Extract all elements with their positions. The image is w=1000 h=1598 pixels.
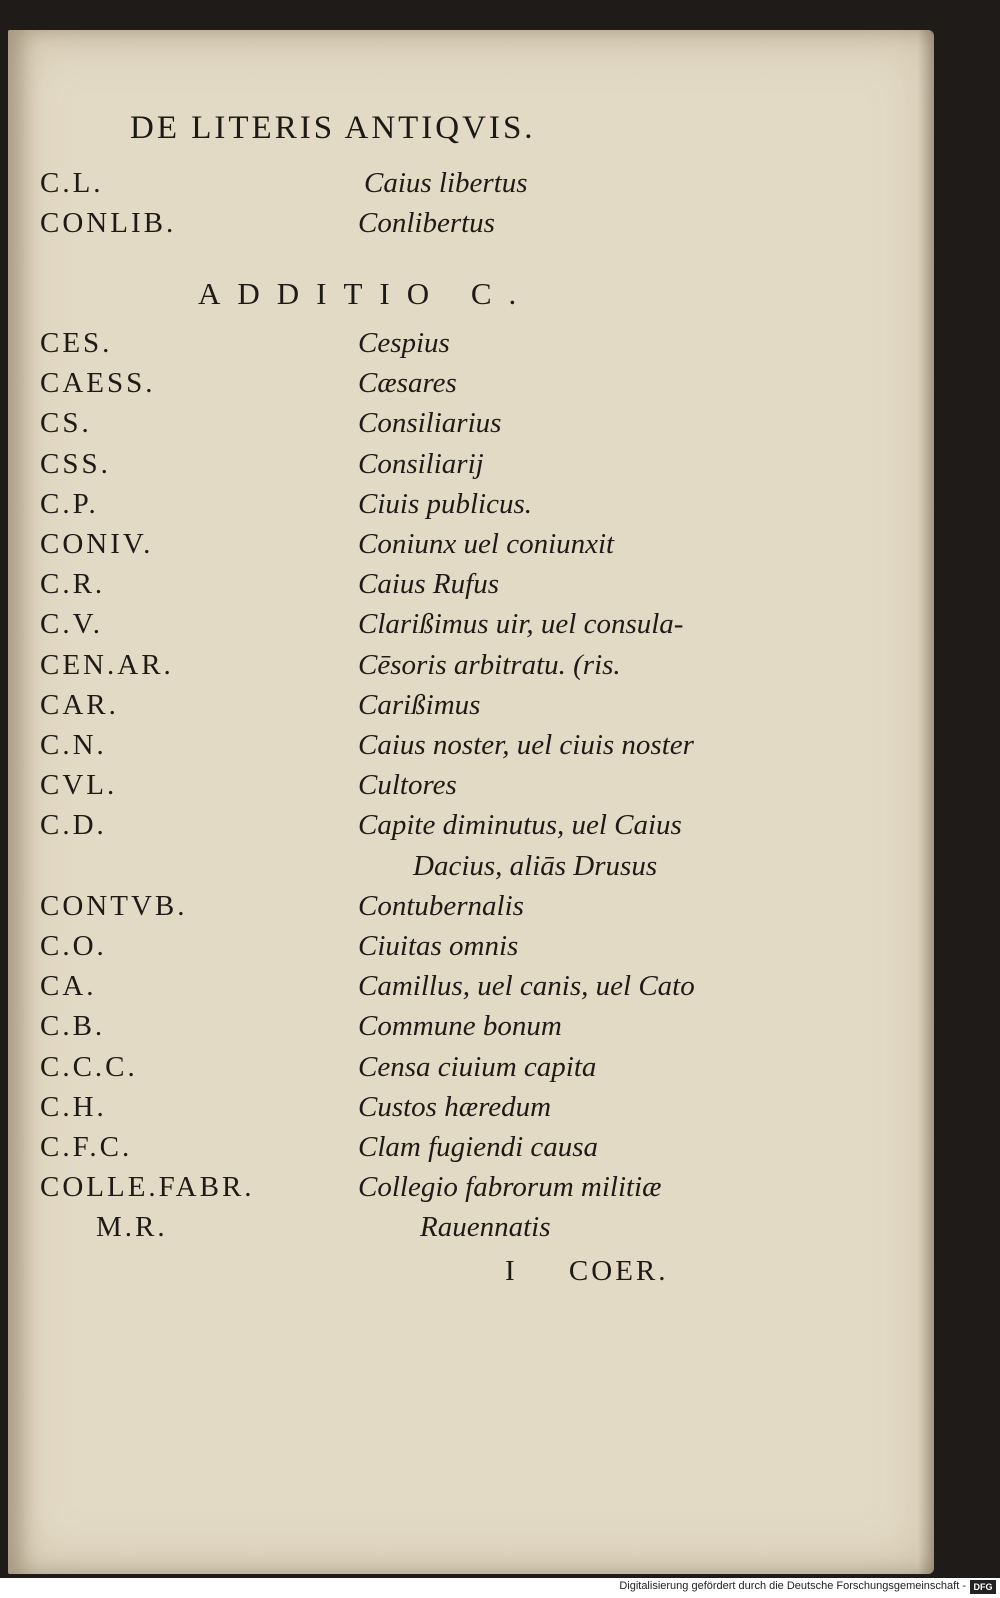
footer-credit: Digitalisierung gefördert durch die Deutsche Forschungsgemeinschaft - bbox=[619, 1580, 966, 1592]
entry-meaning: Commune bonum bbox=[358, 1010, 562, 1042]
page-edge-shadow bbox=[918, 30, 934, 1574]
entry-abbr: CEN.AR. bbox=[40, 649, 174, 681]
footer-bar bbox=[0, 1578, 1000, 1598]
entry-abbr: C.N. bbox=[40, 729, 107, 761]
entry-meaning: Contubernalis bbox=[358, 890, 524, 922]
entry-abbr: C.H. bbox=[40, 1091, 107, 1123]
entry-abbr: C.V. bbox=[40, 608, 104, 640]
entry-meaning: Coniunx uel coniunxit bbox=[358, 528, 615, 560]
entry-abbr: CAESS. bbox=[40, 367, 156, 399]
entry-abbr: C.R. bbox=[40, 568, 106, 600]
entry-meaning: Clam fugiendi causa bbox=[358, 1131, 599, 1163]
entry-meaning: Conlibertus bbox=[358, 207, 495, 239]
entry-abbr: CONLIB. bbox=[40, 207, 177, 239]
entry-meaning: Cultores bbox=[358, 769, 457, 801]
book-page bbox=[8, 30, 934, 1574]
running-head: DE LITERIS ANTIQVIS. bbox=[130, 110, 536, 146]
entry-meaning: Caius libertus bbox=[364, 167, 528, 199]
entry-meaning: Collegio fabrorum militiæ bbox=[358, 1171, 662, 1203]
entry-abbr: C.C.C. bbox=[40, 1051, 138, 1083]
entry-meaning: Ciuis publicus. bbox=[358, 488, 533, 520]
entry-meaning: Ciuitas omnis bbox=[358, 930, 519, 962]
entry-abbr: C.P. bbox=[40, 488, 99, 520]
entry-abbr: C.L. bbox=[40, 167, 104, 199]
entry-meaning: Rauennatis bbox=[420, 1211, 551, 1243]
entry-meaning: Carißimus bbox=[358, 689, 481, 721]
catchword: I COER. bbox=[505, 1255, 669, 1287]
entry-meaning: Clarißimus uir, uel consula- bbox=[358, 608, 684, 640]
entry-abbr: CSS. bbox=[40, 448, 111, 480]
entry-abbr: CES. bbox=[40, 327, 113, 359]
entry-abbr: C.D. bbox=[40, 809, 107, 841]
entry-abbr: C.O. bbox=[40, 930, 107, 962]
entry-meaning: Dacius, aliās Drusus bbox=[413, 850, 658, 882]
entry-abbr: COLLE.FABR. bbox=[40, 1171, 255, 1203]
entry-abbr: C.F.C. bbox=[40, 1131, 133, 1163]
entry-abbr: M.R. bbox=[96, 1211, 168, 1243]
entry-meaning: Capite diminutus, uel Caius bbox=[358, 809, 682, 841]
entry-abbr: C.B. bbox=[40, 1010, 106, 1042]
entry-abbr: CONTVB. bbox=[40, 890, 188, 922]
entry-meaning: Custos hæredum bbox=[358, 1091, 552, 1123]
entry-meaning: Consiliarij bbox=[358, 448, 484, 480]
entry-meaning: Caius Rufus bbox=[358, 568, 499, 600]
entry-abbr: CONIV. bbox=[40, 528, 154, 560]
entry-meaning: Cēsoris arbitratu. (ris. bbox=[358, 649, 621, 681]
entry-meaning: Cæsares bbox=[358, 367, 457, 399]
entry-abbr: CAR. bbox=[40, 689, 119, 721]
entry-abbr: CS. bbox=[40, 407, 92, 439]
entry-abbr: CA. bbox=[40, 970, 97, 1002]
section-title: ADDITIO C. bbox=[198, 276, 534, 311]
entry-meaning: Consiliarius bbox=[358, 407, 502, 439]
entry-meaning: Cespius bbox=[358, 327, 450, 359]
entry-meaning: Camillus, uel canis, uel Cato bbox=[358, 970, 695, 1002]
entry-meaning: Censa ciuium capita bbox=[358, 1051, 597, 1083]
dfg-logo: DFG bbox=[970, 1580, 996, 1594]
entry-abbr: CVL. bbox=[40, 769, 118, 801]
entry-meaning: Caius noster, uel ciuis noster bbox=[358, 729, 694, 761]
